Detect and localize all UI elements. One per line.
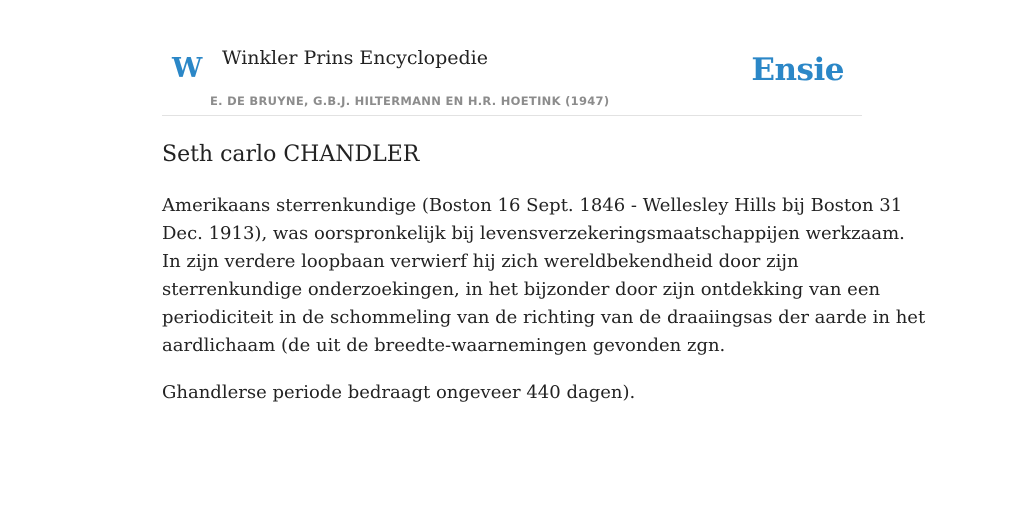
paragraph-line: Amerikaans sterrenkundige (Boston 16 Sept. 1846 - Wellesley Hills bij Boston 31: [162, 195, 903, 216]
publication-authors: E. DE BRUYNE, G.B.J. HILTERMANN EN H.R. HOETINK (1947): [210, 94, 610, 108]
ensie-logo-link[interactable]: Ensie: [751, 52, 844, 88]
publication-title[interactable]: Winkler Prins Encyclopedie: [222, 47, 488, 69]
paragraph-line: periodiciteit in de schommeling van de richting van de draaiingsas der aarde in het: [162, 307, 926, 328]
paragraph-line: In zijn verdere loopbaan verwierf hij zich wereldbekendheid door zijn: [162, 251, 799, 272]
paragraph-line: sterrenkundige onderzoekingen, in het bijzonder door zijn ontdekking van een: [162, 279, 881, 300]
paragraph-line: Dec. 1913), was oorspronkelijk bij levensverzekeringsmaatschappijen werkzaam.: [162, 223, 905, 244]
site-header: [162, 0, 862, 116]
publication-logo[interactable]: W: [172, 53, 203, 84]
entry-paragraph-2: Ghandlerse periode bedraagt ongeveer 440 dagen).: [162, 382, 636, 403]
paragraph-line: aardlichaam (de uit de breedte-waarnemingen gevonden zgn.: [162, 335, 726, 356]
entry-paragraph-1: [162, 192, 926, 360]
page-content: [162, 0, 926, 403]
entry-title: Seth carlo CHANDLER: [162, 142, 420, 167]
